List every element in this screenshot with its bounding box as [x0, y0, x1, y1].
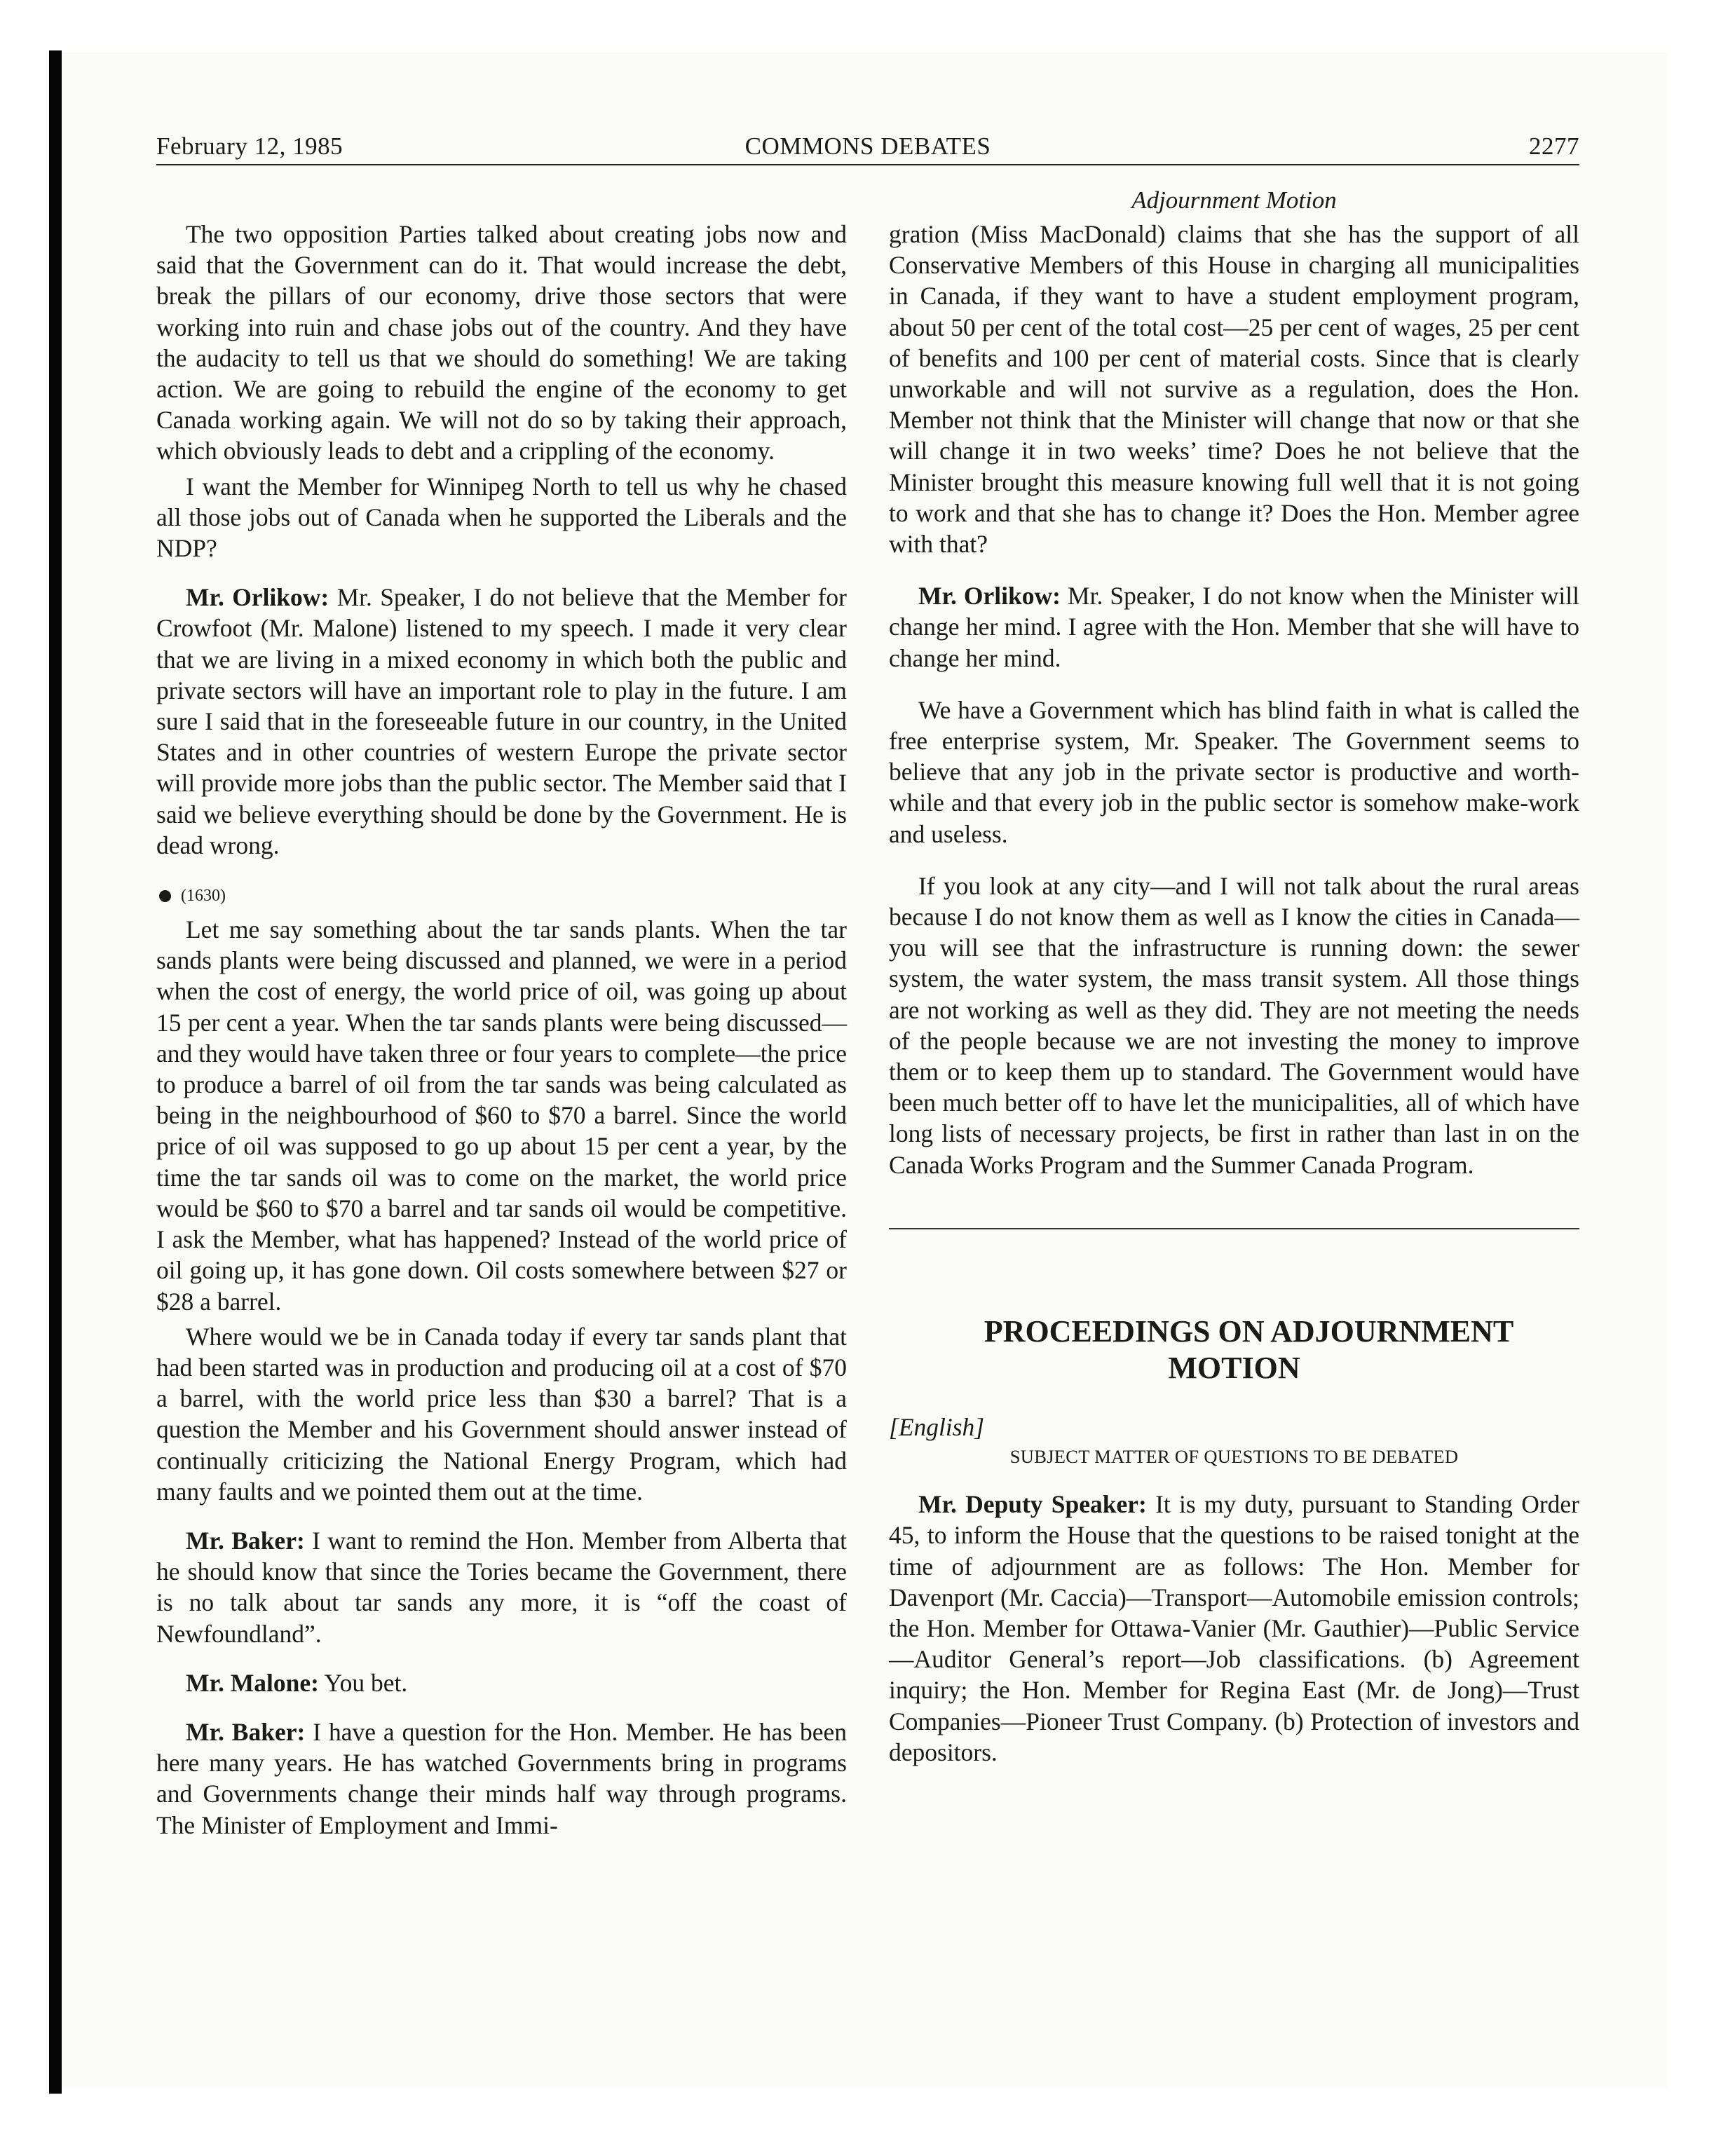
header-page-number: 2277	[1529, 132, 1579, 160]
left-column	[156, 219, 847, 1841]
speech-text: I want to remind the Hon. Member from Alberta that he should know that since the Tories became the Government, there is no talk about tar sands any more, it is “off the coast of Newfoundland”.	[156, 1526, 847, 1648]
paragraph-continued: gration (Miss MacDonald) claims that she has the support of all Conservative Members of this House in charging all municipalities in Canada, if they want to have a student employment program, about 50 per cent of the total cost—25 per cent of wages, 25 per cent of benefits and 100 per cent of material costs. Since that is clearly unworkable and will not survive as a regulation, does the Hon. Member not think that the Minister will change that now or that she will change it in two weeks’ time? Does he not believe that the Minister brought this measure knowing full well that it is not going to work and that she has to change it? Does the Hon. Member agree with that?	[889, 220, 1579, 559]
subject-subhead: SUBJECT MATTER OF QUESTIONS TO BE DEBATED	[1009, 1446, 1459, 1468]
header-rule	[156, 164, 1579, 165]
speaker-name: Mr. Deputy Speaker:	[918, 1490, 1147, 1519]
speech-text: You bet.	[318, 1668, 408, 1697]
paragraph: We have a Government which has blind faith in what is called the free enterprise system, Mr. Speaker. The Government seems to believe that any job in the private sector is productive and worth-while and that every job in the public sector is somehow make-work and useless.	[889, 695, 1579, 848]
timestamp-text: (1630)	[181, 887, 226, 906]
running-head: Adjournment Motion	[1131, 186, 1337, 214]
speech-text: Mr. Speaker, I do not know when the Minister will change her mind. I agree with the Hon. Member that she will have to change her mind.	[889, 582, 1579, 672]
header-publication: COMMONS DEBATES	[744, 132, 991, 160]
speech-deputy-speaker	[889, 1489, 1579, 1768]
section-title-line: MOTION	[1168, 1350, 1300, 1385]
section-title	[889, 1314, 1579, 1386]
speaker-name: Mr. Baker:	[186, 1717, 306, 1746]
speech-malone	[156, 1667, 847, 1698]
binding-edge	[49, 50, 62, 2094]
paragraph: Let me say something about the tar sands plants. When the tar sands plants were being discussed and planned, we were in a period when the cost of energy, the world price of oil, was going up about 15 per cent a year. When the tar sands plants were being discussed—and they would have taken three or four years to complete—the price to produce a barrel of oil from the tar sands was being calculated as being in the neighbourhood of $60 to $70 a barrel. Since the world price of oil was supposed to go up about 15 per cent a year, by the time the tar sands oil was to come on the market, the world price would be $60 to $70 a barrel and tar sands oil would be competitive. I ask the Member, what has happened? Instead of the world price of oil going up, it has gone down. Oil costs somewhere between $27 or $28 a barrel.	[156, 915, 847, 1316]
speech-baker	[156, 1717, 847, 1841]
speech-orlikow	[889, 580, 1579, 674]
speech-text: It is my duty, pursuant to Standing Order 45, to inform the House that the questions to be raised tonight at the time of adjournment are as follows: The Hon. Member for Davenport (Mr. Caccia)—Transport—Automobile emission controls; the Hon. Member for Ottawa-Vanier (Mr. Gauthier)—Public Service—Auditor General’s report—Job classifications. (b) Agreement inquiry; the Hon. Member for Regina East (Mr. de Jong)—Trust Companies—Pioneer Trust Company. (b) Protection of investors and depositors.	[889, 1490, 1580, 1766]
speaker-name: Mr. Orlikow:	[918, 582, 1061, 610]
speech-baker	[156, 1525, 847, 1649]
speaker-name: Mr. Orlikow:	[186, 583, 329, 612]
section-title-line: PROCEEDINGS ON ADJOURNMENT	[984, 1314, 1514, 1349]
speech-orlikow	[156, 582, 847, 861]
speech-text: Mr. Speaker, I do not believe that the Member for Crowfoot (Mr. Malone) listened to my speech. I made it very clear that we are living in a mixed economy in which both the public and private sectors will have an important role to play in the future. I am sure I said that in the foreseeable future in our country, in the United States and in other countries of western Europe the private sector will provide more jobs than the public sector. The Member said that I said we believe everything should be done by the Government. He is dead wrong.	[156, 583, 847, 859]
paragraph: The two opposition Parties talked about creating jobs now and said that the Government can do it. That would increase the debt, break the pillars of our economy, drive those sectors that were working into ruin and chase jobs out of the country. And they have the audacity to tell us that we should do something! We are taking action. We are going to rebuild the engine of the economy to get Canada working again. We will not do so by taking their approach, which obviously leads to debt and a crippling of the economy.	[156, 220, 847, 465]
bullet-icon	[159, 890, 171, 902]
speech-text: I have a question for the Hon. Member. He has been here many years. He has watched Governments bring in programs and Governments change their minds half way through programs. The Minister of Employment and Immi-	[156, 1717, 847, 1839]
paragraph: Where would we be in Canada today if every tar sands plant that had been started was in production and producing oil at a cost of $70 a barrel, with the world price less than $30 a barrel? That is a question the Member and his Government should answer instead of continually criticizing the National Energy Program, which had many faults and we pointed them out at the time.	[156, 1322, 847, 1506]
speaker-name: Mr. Malone:	[186, 1668, 319, 1697]
paragraph: If you look at any city—and I will not talk about the rural areas because I do not know them as well as I know the cities in Canada—you will see that the infrastructure is running down: the sewer system, the water system, the mass transit system. All those things are not working as well as they did. They are not meeting the needs of the people because we are not investing the money to improve them or to keep them up to standard. The Government would have been much better off to have let the municipalities, all of which have long lists of necessary projects, be first in rather than last in on the Canada Works Program and the Summer Canada Program.	[889, 871, 1579, 1179]
header-date: February 12, 1985	[156, 132, 343, 160]
timestamp	[156, 882, 847, 910]
language-tag: [English]	[889, 1412, 985, 1441]
paragraph: I want the Member for Winnipeg North to tell us why he chased all those jobs out of Canada when he supported the Liberals and the NDP?	[156, 472, 847, 563]
page-header	[156, 128, 1579, 165]
speaker-name: Mr. Baker:	[186, 1526, 305, 1555]
right-column	[889, 219, 1579, 1768]
